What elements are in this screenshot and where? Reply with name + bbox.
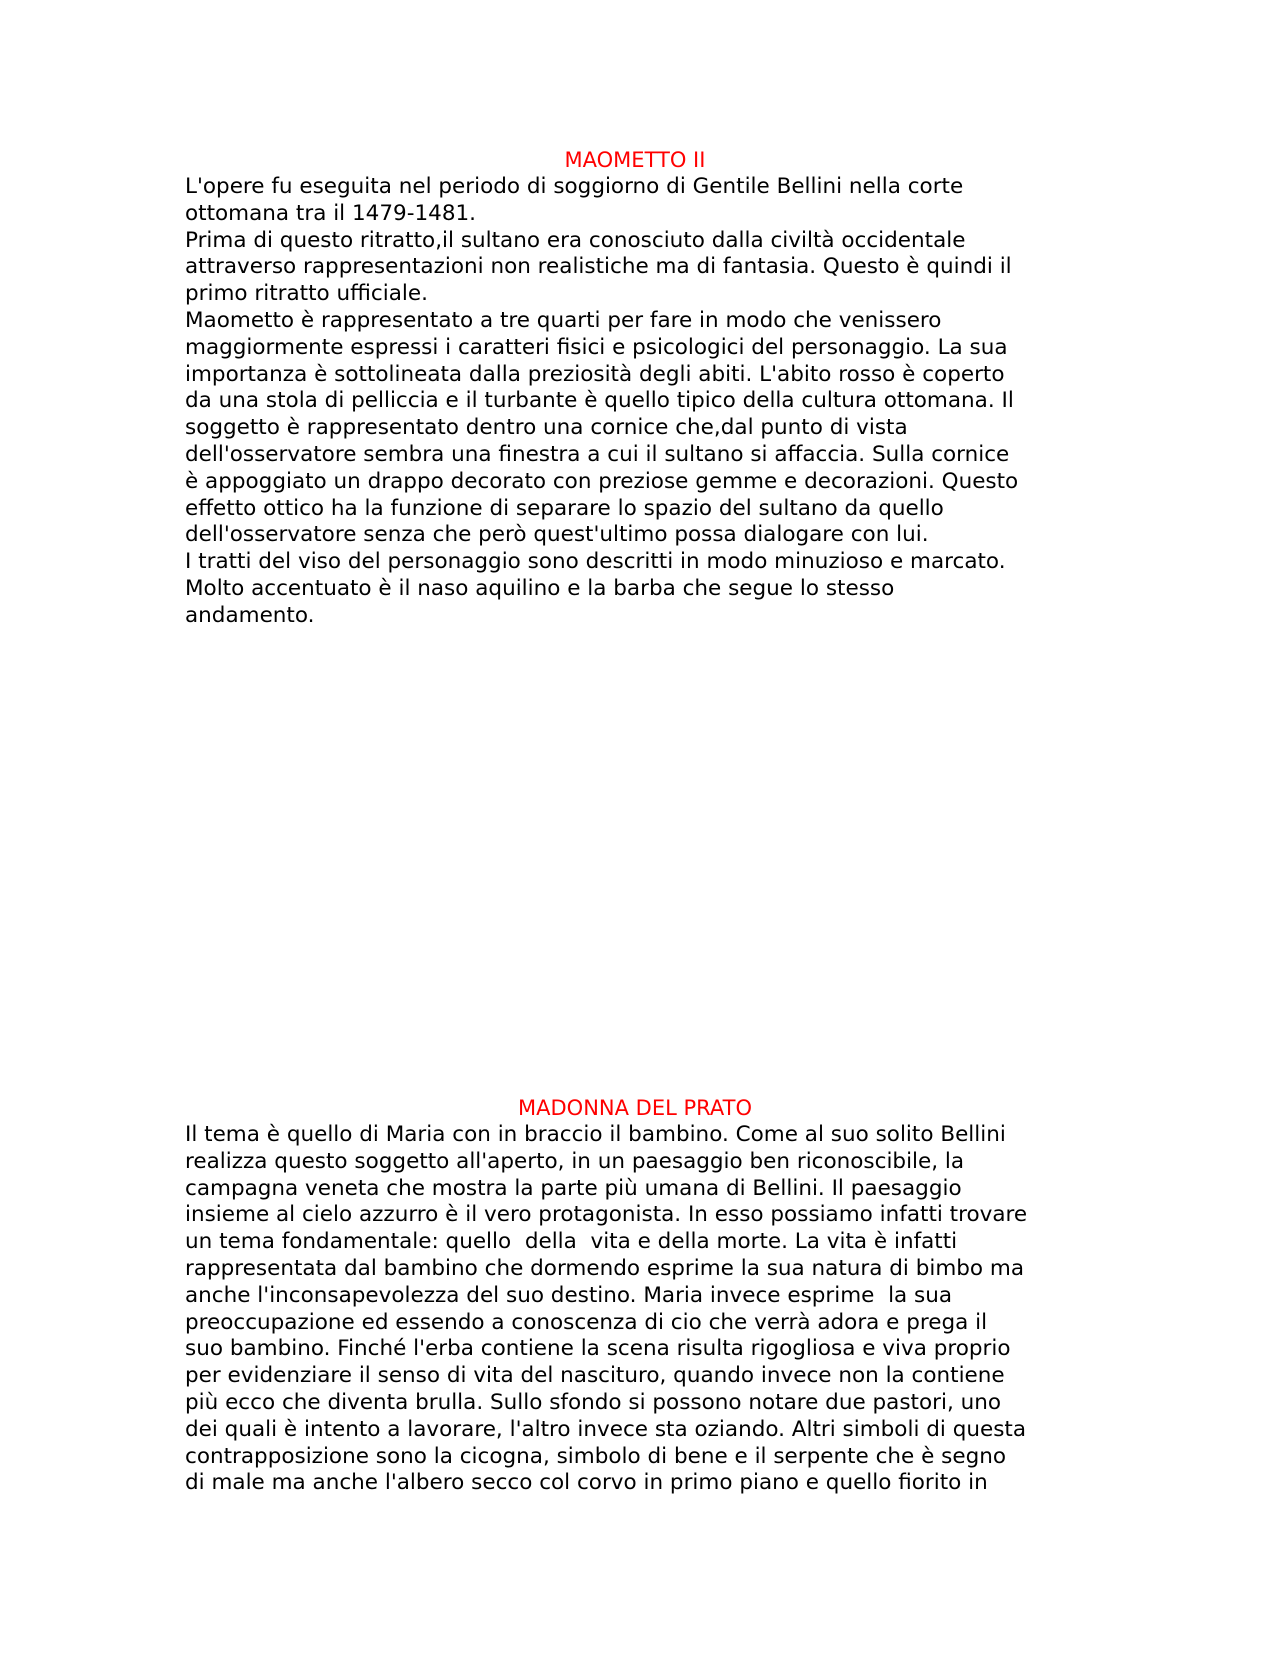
- text-line: maggiormente espressi i caratteri fisici e psicologici del personaggio. La sua: [185, 334, 1008, 360]
- text-line: effetto ottico ha la funzione di separare lo spazio del sultano da quello: [185, 495, 944, 521]
- section-body: [185, 1122, 1085, 1497]
- text-line: è appoggiato un drappo decorato con preziose gemme e decorazioni. Questo: [185, 468, 1019, 494]
- text-line: realizza questo soggetto all'aperto, in un paesaggio ben riconoscibile, la: [185, 1148, 965, 1174]
- text-line: L'opere fu eseguita nel periodo di soggiorno di Gentile Bellini nella corte: [185, 174, 964, 199]
- text-line: dell'osservatore senza che però quest'ultimo possa dialogare con lui.: [185, 522, 929, 548]
- section-title: MAOMETTO II: [564, 148, 706, 172]
- text-line: preoccupazione ed essendo a conoscenza di cio che verrà adora e prega il: [185, 1309, 988, 1335]
- text-line: andamento.: [185, 602, 315, 628]
- text-line: Prima di questo ritratto,il sultano era conosciuto dalla civiltà occidentale: [185, 227, 966, 253]
- text-line: Il tema è quello di Maria con in braccio il bambino. Come al suo solito Bellini: [185, 1122, 1006, 1147]
- text-line: campagna veneta che mostra la parte più umana di Bellini. Il paesaggio: [185, 1175, 962, 1201]
- text-line: contrapposizione sono la cicogna, simbolo di bene e il serpente che è segno: [185, 1443, 1007, 1469]
- text-line: I tratti del viso del personaggio sono descritti in modo minuzioso e marcato.: [185, 549, 1006, 575]
- text-line: Molto accentuato è il naso aquilino e la barba che segue lo stesso: [185, 575, 895, 601]
- text-line: di male ma anche l'albero secco col corvo in primo piano e quello fiorito in: [185, 1470, 988, 1496]
- text-line: ottomana tra il 1479-1481.: [185, 200, 477, 226]
- section-madonna-del-prato: [185, 1095, 1085, 1497]
- text-line: per evidenziare il senso di vita del nascituro, quando invece non la contiene: [185, 1363, 1005, 1389]
- section-maometto: [185, 147, 1085, 630]
- text-line: importanza è sottolineata dalla preziosità degli abiti. L'abito rosso è coperto: [185, 361, 1005, 387]
- text-line: dei quali è intento a lavorare, l'altro invece sta oziando. Altri simboli di questa: [185, 1416, 1027, 1442]
- text-line: rappresentata dal bambino che dormendo esprime la sua natura di bimbo ma: [185, 1255, 1025, 1281]
- text-line: più ecco che diventa brulla. Sullo sfondo si possono notare due pastori, uno: [185, 1389, 1002, 1415]
- text-line: suo bambino. Finché l'erba contiene la scena risulta rigogliosa e viva proprio: [185, 1336, 1011, 1362]
- text-line: insieme al cielo azzurro è il vero protagonista. In esso possiamo infatti trovare: [185, 1202, 1028, 1228]
- text-line: anche l'inconsapevolezza del suo destino. Maria invece esprime la sua: [185, 1282, 953, 1308]
- text-line: dell'osservatore sembra una finestra a cui il sultano si affaccia. Sulla cornice: [185, 441, 1010, 467]
- section-body: [185, 174, 1085, 630]
- text-line: Maometto è rappresentato a tre quarti per fare in modo che venissero: [185, 307, 942, 333]
- text-line: primo ritratto ufficiale.: [185, 281, 428, 307]
- text-line: da una stola di pelliccia e il turbante è quello tipico della cultura ottomana. Il: [185, 388, 1014, 414]
- text-line: un tema fondamentale: quello della vita e della morte. La vita è infatti: [185, 1229, 958, 1255]
- text-line: soggetto è rappresentato dentro una cornice che,dal punto di vista: [185, 415, 908, 441]
- section-title: MADONNA DEL PRATO: [518, 1096, 752, 1120]
- text-line: attraverso rappresentazioni non realistiche ma di fantasia. Questo è quindi il: [185, 254, 1012, 280]
